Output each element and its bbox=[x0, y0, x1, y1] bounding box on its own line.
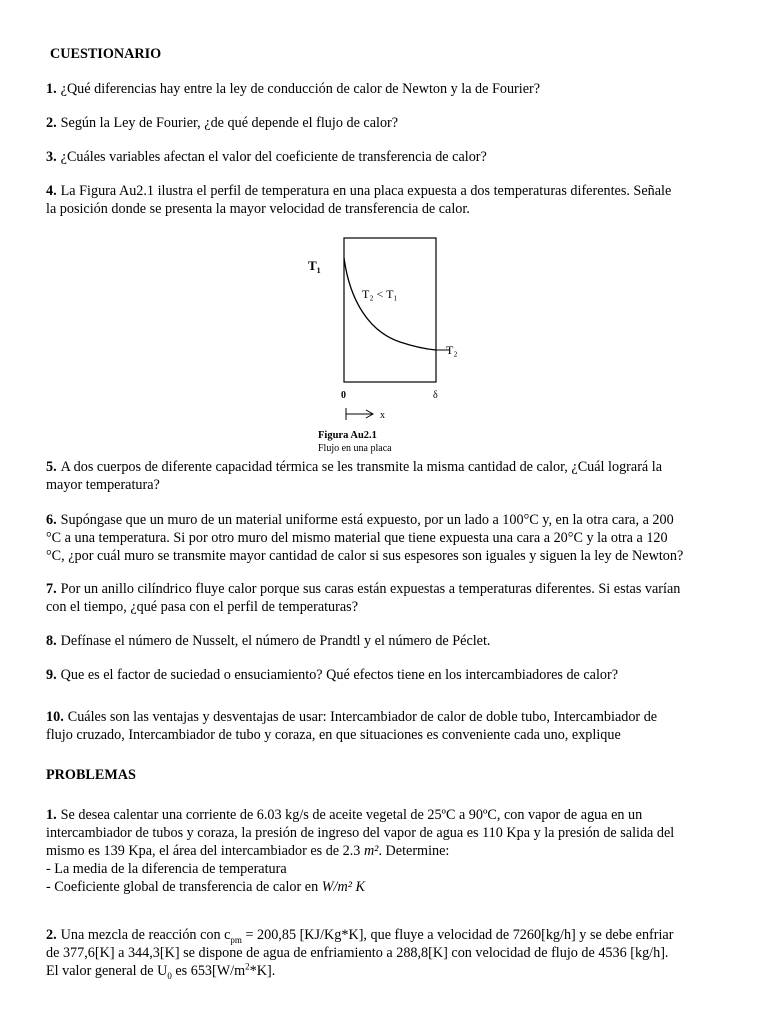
problem-text: Una mezcla de reacción con c bbox=[60, 927, 231, 943]
question-text: °C a una temperatura. Si por otro muro del mismo material que tiene expuesta una cara a 20°C y la otra a 120 bbox=[46, 530, 668, 546]
question-number: 8. bbox=[46, 633, 57, 649]
plate-outline bbox=[344, 238, 436, 382]
question-number: 10. bbox=[46, 709, 64, 725]
question-number: 4. bbox=[46, 183, 57, 199]
question-text: con el tiempo, ¿qué pasa con el perfil de temperaturas? bbox=[46, 599, 358, 615]
question-9 bbox=[46, 666, 726, 684]
question-text: la posición donde se presenta la mayor velocidad de transferencia de calor. bbox=[46, 201, 470, 217]
question-4 bbox=[46, 182, 726, 218]
problem-bullet: - La media de la diferencia de temperatura bbox=[46, 861, 287, 877]
question-number: 5. bbox=[46, 459, 57, 475]
question-2 bbox=[46, 114, 726, 132]
temperature-curve bbox=[344, 258, 436, 350]
question-text: Defínase el número de Nusselt, el número de Prandtl y el número de Péclet. bbox=[60, 633, 491, 649]
question-number: 1. bbox=[46, 81, 57, 97]
m2-superscript: 2 bbox=[245, 961, 250, 972]
question-number: 2. bbox=[46, 115, 57, 131]
question-text: mayor temperatura? bbox=[46, 477, 160, 493]
question-text: La Figura Au2.1 ilustra el perfil de temperatura en una placa expuesta a dos temperaturas diferentes. Señale bbox=[60, 183, 672, 199]
question-number: 9. bbox=[46, 667, 57, 683]
problem-text: El valor general de U bbox=[46, 963, 168, 979]
question-text: Supóngase que un muro de un material uniforme está expuesto, por un lado a 100°C y, en la otra cara, a 200 bbox=[60, 512, 674, 528]
question-text: ¿Qué diferencias hay entre la ley de conducción de calor de Newton y la de Fourier? bbox=[60, 81, 541, 97]
problem-1 bbox=[46, 806, 726, 896]
question-text: ¿Cuáles variables afectan el valor del coeficiente de transferencia de calor? bbox=[60, 149, 487, 165]
problem-text: mismo es 139 Kpa, el área del intercambiador es de 2.3 bbox=[46, 843, 364, 859]
question-text: A dos cuerpos de diferente capacidad térmica se les transmite la misma cantidad de calor, ¿Cuál logrará la bbox=[60, 459, 663, 475]
cpm-subscript: pm bbox=[230, 934, 242, 945]
t2-label: T₂ bbox=[446, 343, 458, 357]
question-text: Por un anillo cilíndrico fluye calor porque sus caras están expuestas a temperaturas diferentes. Si estas varían bbox=[60, 581, 681, 597]
x-axis-label: x bbox=[380, 410, 385, 421]
problemas-title: PROBLEMAS bbox=[46, 767, 136, 783]
coefficient-unit: W/m² K bbox=[321, 879, 366, 895]
problem-text: = 200,85 [KJ/Kg*K], que fluye a velocidad de 7260[kg/h] y se debe enfriar bbox=[241, 927, 674, 943]
question-6 bbox=[46, 511, 726, 565]
question-7 bbox=[46, 580, 726, 616]
question-number: 3. bbox=[46, 149, 57, 165]
question-text: flujo cruzado, Intercambiador de tubo y coraza, en que situaciones es conveniente cada uno, explique bbox=[46, 727, 621, 743]
question-number: 6. bbox=[46, 512, 57, 528]
delta-label: δ bbox=[433, 390, 438, 401]
figure-subcaption: Flujo en una placa bbox=[318, 443, 392, 454]
figure-temperature-profile bbox=[300, 232, 480, 460]
u0-subscript: 0 bbox=[167, 970, 172, 981]
question-8 bbox=[46, 632, 726, 650]
question-1 bbox=[46, 80, 726, 98]
question-text: Cuáles son las ventajas y desventajas de usar: Intercambiador de calor de doble tubo, Intercambiador de bbox=[67, 709, 658, 725]
problem-text: *K]. bbox=[249, 963, 276, 979]
problem-text: intercambiador de tubos y coraza, la presión de ingreso del vapor de agua es 110 Kpa y la presión de salida del bbox=[46, 825, 675, 841]
inequality-label: T₂ < T₁ bbox=[362, 287, 398, 301]
problem-number: 2. bbox=[46, 927, 57, 943]
problem-text: . Determine: bbox=[378, 843, 450, 859]
question-text: °C, ¿por cuál muro se transmite mayor cantidad de calor si sus espesores son iguales y siguen la ley de Newton? bbox=[46, 548, 684, 564]
problem-text: es 653[W/m bbox=[171, 963, 246, 979]
figure-caption: Figura Au2.1 bbox=[318, 430, 377, 441]
question-5 bbox=[46, 458, 726, 494]
question-text: Según la Ley de Fourier, ¿de qué depende el flujo de calor? bbox=[60, 115, 399, 131]
question-10 bbox=[46, 708, 726, 744]
question-number: 7. bbox=[46, 581, 57, 597]
temperature-profile-diagram bbox=[300, 232, 480, 460]
question-text: Que es el factor de suciedad o ensuciamiento? Qué efectos tiene en los intercambiadores de calor? bbox=[60, 667, 619, 683]
problem-text: Se desea calentar una corriente de 6.03 kg/s de aceite vegetal de 25ºC a 90ºC, con vapor de agua en un bbox=[60, 807, 643, 823]
t1-label: $T_1$ bbox=[308, 258, 321, 275]
problem-text: de 377,6[K] a 344,3[K] se dispone de agua de enfriamiento a 288,8[K] con velocidad de flujo de 4536 [kg/h]. bbox=[46, 945, 669, 961]
area-unit: m² bbox=[363, 843, 379, 859]
origin-label: 0 bbox=[341, 390, 346, 401]
cuestionario-title: CUESTIONARIO bbox=[50, 46, 162, 62]
question-3 bbox=[46, 148, 726, 166]
problem-bullet: - Coeficiente global de transferencia de calor en bbox=[46, 879, 322, 895]
problem-number: 1. bbox=[46, 807, 57, 823]
problem-2 bbox=[46, 926, 726, 980]
